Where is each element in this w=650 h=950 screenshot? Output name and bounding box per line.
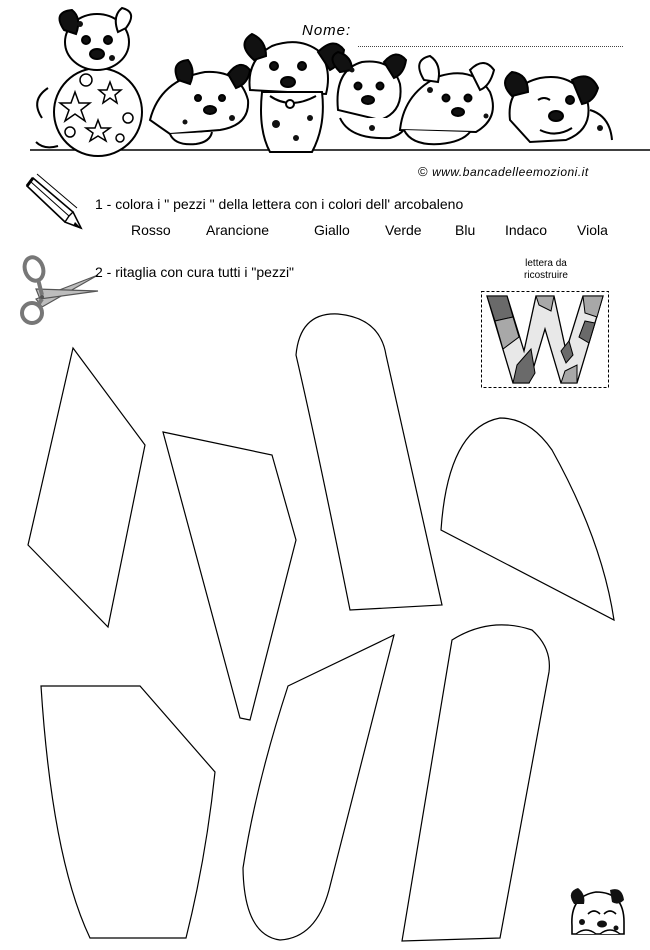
letter-piece-1[interactable] [28, 348, 145, 627]
reference-caption [508, 258, 584, 282]
color-name-verde: Verde [385, 222, 422, 238]
color-name-viola: Viola [577, 222, 608, 238]
letter-piece-5[interactable] [41, 686, 215, 938]
copyright-symbol: © [418, 164, 429, 179]
instruction-step-1: 1 - colora i " pezzi " della lettera con i colori dell' arcobaleno [95, 196, 464, 212]
website-url: www.bancadelleemozioni.it [432, 165, 589, 179]
color-name-arancione: Arancione [206, 222, 270, 238]
letter-pieces-area [0, 300, 650, 950]
color-name-giallo: Giallo [314, 222, 350, 238]
name-input-line[interactable] [358, 46, 623, 47]
color-name-indaco: Indaco [505, 222, 548, 238]
puppy-right-lying [400, 56, 494, 144]
puppy-lying-left [150, 60, 250, 144]
reference-caption-line-2: ricostruire [524, 270, 568, 281]
letter-piece-3[interactable] [296, 314, 442, 610]
puppy-middle-right [332, 52, 406, 138]
dalmatian-peeking-icon [566, 882, 628, 938]
color-name-blu: Blu [455, 222, 476, 238]
letter-piece-6[interactable] [243, 635, 394, 940]
letter-piece-2[interactable] [163, 432, 296, 720]
puppy-winking-far-right [505, 72, 612, 142]
instruction-step-2: 2 - ritaglia con cura tutti i "pezzi" [95, 264, 295, 280]
reference-caption-line-1: lettera da [525, 258, 567, 269]
pencil-icon [25, 170, 95, 234]
letter-piece-7[interactable] [402, 625, 549, 941]
letter-piece-4[interactable] [441, 418, 614, 620]
ball-with-stars-icon [54, 68, 142, 156]
puppy-center-sitting [244, 34, 344, 152]
website-credit [418, 164, 589, 179]
color-name-rosso: Rosso [131, 222, 171, 238]
name-label: Nome: [302, 22, 352, 39]
